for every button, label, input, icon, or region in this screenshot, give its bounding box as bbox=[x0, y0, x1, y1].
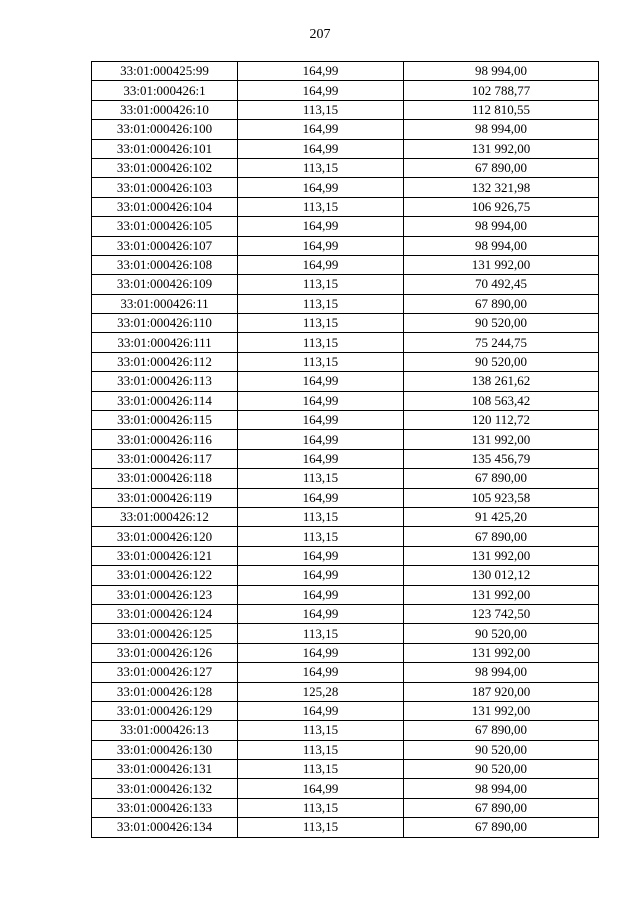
cadastral-value-cell: 90 520,00 bbox=[404, 314, 599, 333]
cadastral-number-cell: 33:01:000426:128 bbox=[92, 682, 238, 701]
area-cell: 113,15 bbox=[238, 314, 404, 333]
cadastral-value-cell: 131 992,00 bbox=[404, 643, 599, 662]
table-row bbox=[92, 760, 599, 779]
page-number: 207 bbox=[309, 27, 331, 42]
area-cell: 164,99 bbox=[238, 604, 404, 623]
cadastral-number-cell: 33:01:000426:133 bbox=[92, 798, 238, 817]
table-row bbox=[92, 566, 599, 585]
table-row bbox=[92, 721, 599, 740]
area-cell: 164,99 bbox=[238, 643, 404, 662]
cadastral-number-cell: 33:01:000426:125 bbox=[92, 624, 238, 643]
table-row bbox=[92, 469, 599, 488]
cadastral-number-cell: 33:01:000426:100 bbox=[92, 120, 238, 139]
table-row bbox=[92, 818, 599, 837]
cadastral-value-cell: 67 890,00 bbox=[404, 818, 599, 837]
cadastral-number-cell: 33:01:000426:11 bbox=[92, 294, 238, 313]
area-cell: 113,15 bbox=[238, 624, 404, 643]
table-row bbox=[92, 333, 599, 352]
table-row bbox=[92, 178, 599, 197]
cadastral-number-cell: 33:01:000426:124 bbox=[92, 604, 238, 623]
table-row bbox=[92, 314, 599, 333]
area-cell: 164,99 bbox=[238, 255, 404, 274]
cadastral-number-cell: 33:01:000426:132 bbox=[92, 779, 238, 798]
cadastral-value-cell: 106 926,75 bbox=[404, 197, 599, 216]
table-row bbox=[92, 585, 599, 604]
cadastral-value-cell: 135 456,79 bbox=[404, 449, 599, 468]
area-cell: 164,99 bbox=[238, 430, 404, 449]
area-cell: 164,99 bbox=[238, 81, 404, 100]
area-cell: 113,15 bbox=[238, 798, 404, 817]
table-row bbox=[92, 81, 599, 100]
cadastral-value-cell: 138 261,62 bbox=[404, 372, 599, 391]
cadastral-value-cell: 67 890,00 bbox=[404, 721, 599, 740]
cadastral-value-table bbox=[91, 61, 599, 838]
cadastral-number-cell: 33:01:000426:129 bbox=[92, 701, 238, 720]
area-cell: 164,99 bbox=[238, 120, 404, 139]
area-cell: 113,15 bbox=[238, 527, 404, 546]
area-cell: 164,99 bbox=[238, 411, 404, 430]
table-row bbox=[92, 643, 599, 662]
cadastral-value-cell: 67 890,00 bbox=[404, 798, 599, 817]
cadastral-number-cell: 33:01:000426:1 bbox=[92, 81, 238, 100]
cadastral-number-cell: 33:01:000426:107 bbox=[92, 236, 238, 255]
cadastral-number-cell: 33:01:000426:111 bbox=[92, 333, 238, 352]
area-cell: 164,99 bbox=[238, 663, 404, 682]
cadastral-value-cell: 91 425,20 bbox=[404, 507, 599, 526]
cadastral-value-cell: 131 992,00 bbox=[404, 255, 599, 274]
table-row bbox=[92, 546, 599, 565]
table-row bbox=[92, 352, 599, 371]
cadastral-value-cell: 112 810,55 bbox=[404, 100, 599, 119]
area-cell: 113,15 bbox=[238, 352, 404, 371]
table-row bbox=[92, 682, 599, 701]
area-cell: 164,99 bbox=[238, 62, 404, 81]
table-row bbox=[92, 663, 599, 682]
cadastral-value-cell: 98 994,00 bbox=[404, 120, 599, 139]
area-cell: 125,28 bbox=[238, 682, 404, 701]
cadastral-value-cell: 90 520,00 bbox=[404, 760, 599, 779]
table-row bbox=[92, 372, 599, 391]
cadastral-number-cell: 33:01:000426:130 bbox=[92, 740, 238, 759]
table-row bbox=[92, 158, 599, 177]
cadastral-number-cell: 33:01:000426:122 bbox=[92, 566, 238, 585]
table-row bbox=[92, 100, 599, 119]
cadastral-value-cell: 132 321,98 bbox=[404, 178, 599, 197]
area-cell: 164,99 bbox=[238, 449, 404, 468]
cadastral-number-cell: 33:01:000426:126 bbox=[92, 643, 238, 662]
area-cell: 164,99 bbox=[238, 488, 404, 507]
cadastral-number-cell: 33:01:000426:112 bbox=[92, 352, 238, 371]
table-row bbox=[92, 294, 599, 313]
area-cell: 113,15 bbox=[238, 507, 404, 526]
cadastral-value-cell: 70 492,45 bbox=[404, 275, 599, 294]
cadastral-value-cell: 105 923,58 bbox=[404, 488, 599, 507]
cadastral-value-cell: 98 994,00 bbox=[404, 62, 599, 81]
cadastral-number-cell: 33:01:000426:127 bbox=[92, 663, 238, 682]
cadastral-value-cell: 102 788,77 bbox=[404, 81, 599, 100]
cadastral-number-cell: 33:01:000426:105 bbox=[92, 217, 238, 236]
table-row bbox=[92, 740, 599, 759]
cadastral-value-cell: 98 994,00 bbox=[404, 217, 599, 236]
cadastral-value-cell: 131 992,00 bbox=[404, 585, 599, 604]
cadastral-value-cell: 98 994,00 bbox=[404, 236, 599, 255]
cadastral-number-cell: 33:01:000426:120 bbox=[92, 527, 238, 546]
cadastral-value-cell: 67 890,00 bbox=[404, 294, 599, 313]
area-cell: 113,15 bbox=[238, 158, 404, 177]
cadastral-number-cell: 33:01:000426:134 bbox=[92, 818, 238, 837]
cadastral-number-cell: 33:01:000426:121 bbox=[92, 546, 238, 565]
cadastral-number-cell: 33:01:000426:117 bbox=[92, 449, 238, 468]
cadastral-value-cell: 131 992,00 bbox=[404, 430, 599, 449]
cadastral-number-cell: 33:01:000426:108 bbox=[92, 255, 238, 274]
area-cell: 113,15 bbox=[238, 721, 404, 740]
cadastral-value-cell: 67 890,00 bbox=[404, 527, 599, 546]
table-row bbox=[92, 255, 599, 274]
cadastral-value-cell: 131 992,00 bbox=[404, 546, 599, 565]
cadastral-number-cell: 33:01:000426:115 bbox=[92, 411, 238, 430]
area-cell: 164,99 bbox=[238, 372, 404, 391]
table-row bbox=[92, 275, 599, 294]
table-row bbox=[92, 488, 599, 507]
cadastral-number-cell: 33:01:000426:109 bbox=[92, 275, 238, 294]
cadastral-number-cell: 33:01:000426:13 bbox=[92, 721, 238, 740]
table-row bbox=[92, 62, 599, 81]
area-cell: 164,99 bbox=[238, 178, 404, 197]
table-body bbox=[92, 62, 599, 838]
table-row bbox=[92, 139, 599, 158]
table-row bbox=[92, 527, 599, 546]
area-cell: 113,15 bbox=[238, 100, 404, 119]
table-row bbox=[92, 120, 599, 139]
area-cell: 113,15 bbox=[238, 740, 404, 759]
cadastral-number-cell: 33:01:000426:114 bbox=[92, 391, 238, 410]
table-row bbox=[92, 430, 599, 449]
cadastral-value-cell: 98 994,00 bbox=[404, 779, 599, 798]
table-row bbox=[92, 798, 599, 817]
cadastral-number-cell: 33:01:000426:101 bbox=[92, 139, 238, 158]
cadastral-number-cell: 33:01:000426:119 bbox=[92, 488, 238, 507]
area-cell: 164,99 bbox=[238, 236, 404, 255]
area-cell: 164,99 bbox=[238, 546, 404, 565]
cadastral-number-cell: 33:01:000426:131 bbox=[92, 760, 238, 779]
area-cell: 164,99 bbox=[238, 566, 404, 585]
cadastral-value-cell: 130 012,12 bbox=[404, 566, 599, 585]
table-row bbox=[92, 624, 599, 643]
area-cell: 113,15 bbox=[238, 818, 404, 837]
cadastral-number-cell: 33:01:000426:104 bbox=[92, 197, 238, 216]
table-row bbox=[92, 236, 599, 255]
area-cell: 164,99 bbox=[238, 391, 404, 410]
area-cell: 113,15 bbox=[238, 469, 404, 488]
cadastral-value-cell: 131 992,00 bbox=[404, 139, 599, 158]
table-row bbox=[92, 197, 599, 216]
area-cell: 164,99 bbox=[238, 779, 404, 798]
cadastral-number-cell: 33:01:000425:99 bbox=[92, 62, 238, 81]
area-cell: 113,15 bbox=[238, 197, 404, 216]
table-row bbox=[92, 507, 599, 526]
table-row bbox=[92, 391, 599, 410]
cadastral-number-cell: 33:01:000426:12 bbox=[92, 507, 238, 526]
table-row bbox=[92, 779, 599, 798]
table-row bbox=[92, 701, 599, 720]
cadastral-number-cell: 33:01:000426:10 bbox=[92, 100, 238, 119]
cadastral-value-cell: 90 520,00 bbox=[404, 740, 599, 759]
cadastral-number-cell: 33:01:000426:116 bbox=[92, 430, 238, 449]
area-cell: 113,15 bbox=[238, 333, 404, 352]
cadastral-value-cell: 90 520,00 bbox=[404, 352, 599, 371]
cadastral-value-cell: 131 992,00 bbox=[404, 701, 599, 720]
cadastral-value-cell: 120 112,72 bbox=[404, 411, 599, 430]
table-row bbox=[92, 217, 599, 236]
table-row bbox=[92, 449, 599, 468]
area-cell: 164,99 bbox=[238, 217, 404, 236]
area-cell: 113,15 bbox=[238, 294, 404, 313]
cadastral-value-cell: 67 890,00 bbox=[404, 469, 599, 488]
cadastral-value-cell: 98 994,00 bbox=[404, 663, 599, 682]
area-cell: 164,99 bbox=[238, 701, 404, 720]
table-row bbox=[92, 411, 599, 430]
cadastral-value-cell: 108 563,42 bbox=[404, 391, 599, 410]
cadastral-value-cell: 90 520,00 bbox=[404, 624, 599, 643]
area-cell: 113,15 bbox=[238, 275, 404, 294]
area-cell: 164,99 bbox=[238, 585, 404, 604]
cadastral-number-cell: 33:01:000426:110 bbox=[92, 314, 238, 333]
cadastral-value-cell: 75 244,75 bbox=[404, 333, 599, 352]
area-cell: 113,15 bbox=[238, 760, 404, 779]
cadastral-value-cell: 123 742,50 bbox=[404, 604, 599, 623]
cadastral-value-cell: 187 920,00 bbox=[404, 682, 599, 701]
cadastral-number-cell: 33:01:000426:123 bbox=[92, 585, 238, 604]
table-row bbox=[92, 604, 599, 623]
cadastral-number-cell: 33:01:000426:118 bbox=[92, 469, 238, 488]
area-cell: 164,99 bbox=[238, 139, 404, 158]
cadastral-value-cell: 67 890,00 bbox=[404, 158, 599, 177]
cadastral-number-cell: 33:01:000426:103 bbox=[92, 178, 238, 197]
cadastral-number-cell: 33:01:000426:102 bbox=[92, 158, 238, 177]
cadastral-number-cell: 33:01:000426:113 bbox=[92, 372, 238, 391]
